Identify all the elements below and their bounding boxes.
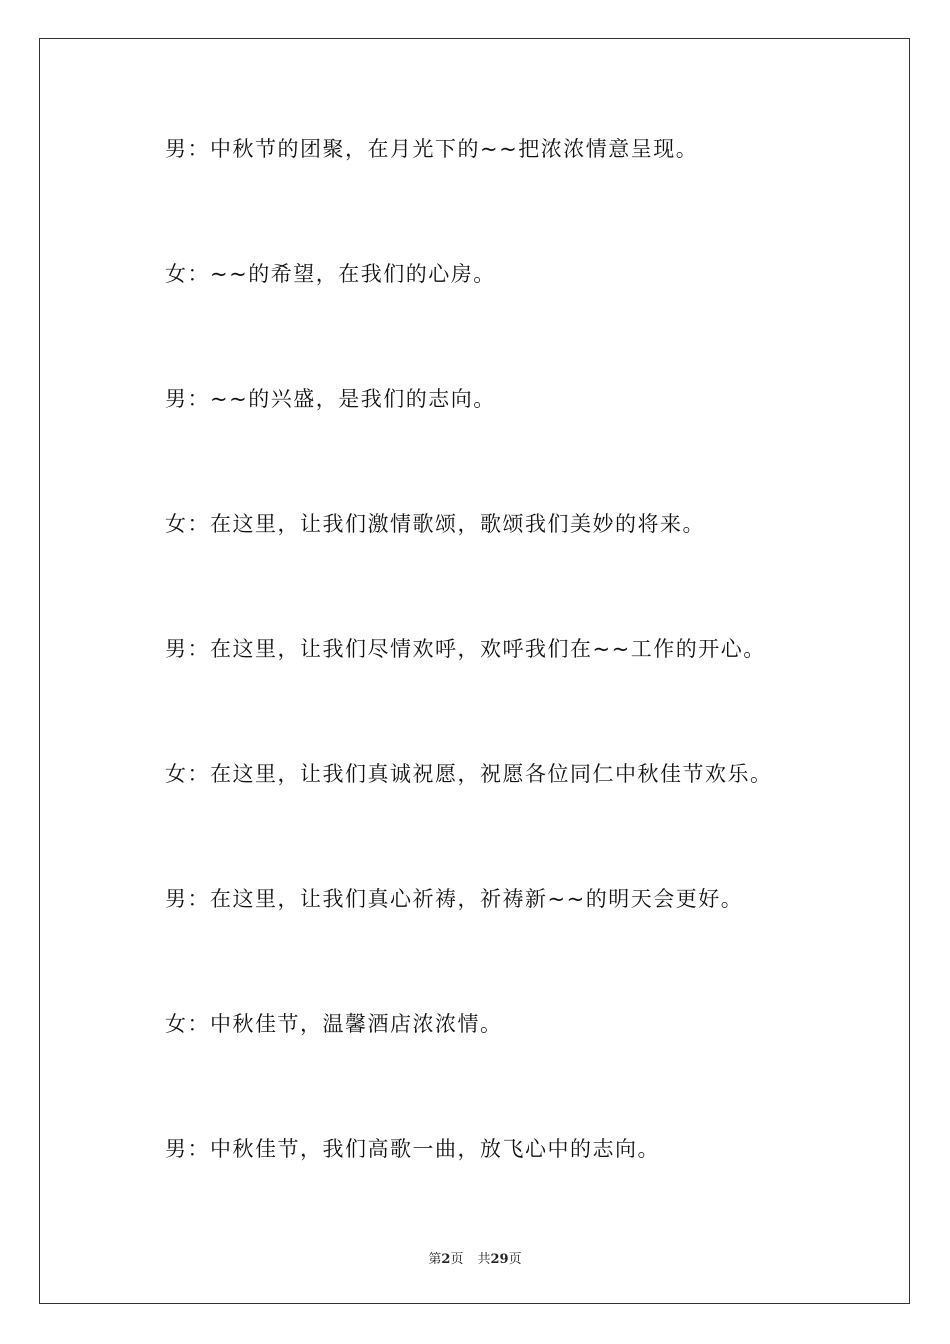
dialogue-line: 女：~~的希望，在我们的心房。 [165, 262, 496, 286]
dialogue-line: 女：在这里，让我们激情歌颂，歌颂我们美妙的将来。 [165, 512, 705, 536]
page-footer [0, 1248, 950, 1267]
total-suffix: 页 [508, 1252, 522, 1267]
total-prefix: 共 [477, 1252, 491, 1267]
page-prefix: 第 [428, 1252, 442, 1267]
dialogue-line: 男：在这里，让我们真心祈祷，祈祷新~~的明天会更好。 [165, 887, 744, 911]
dialogue-line: 男：中秋佳节，我们高歌一曲，放飞心中的志向。 [165, 1137, 660, 1161]
dialogue-line: 女：中秋佳节，温馨酒店浓浓情。 [165, 1012, 503, 1036]
dialogue-line: 女：在这里，让我们真诚祝愿，祝愿各位同仁中秋佳节欢乐。 [165, 762, 773, 786]
page-number: 2 [441, 1252, 451, 1267]
total-pages: 29 [490, 1252, 509, 1267]
page-suffix: 页 [450, 1252, 464, 1267]
dialogue-line: 男：在这里，让我们尽情欢呼，欢呼我们在~~工作的开心。 [165, 637, 766, 661]
dialogue-line: 男：~~的兴盛，是我们的志向。 [165, 387, 496, 411]
dialogue-line: 男：中秋节的团聚，在月光下的~~把浓浓情意呈现。 [165, 137, 699, 161]
